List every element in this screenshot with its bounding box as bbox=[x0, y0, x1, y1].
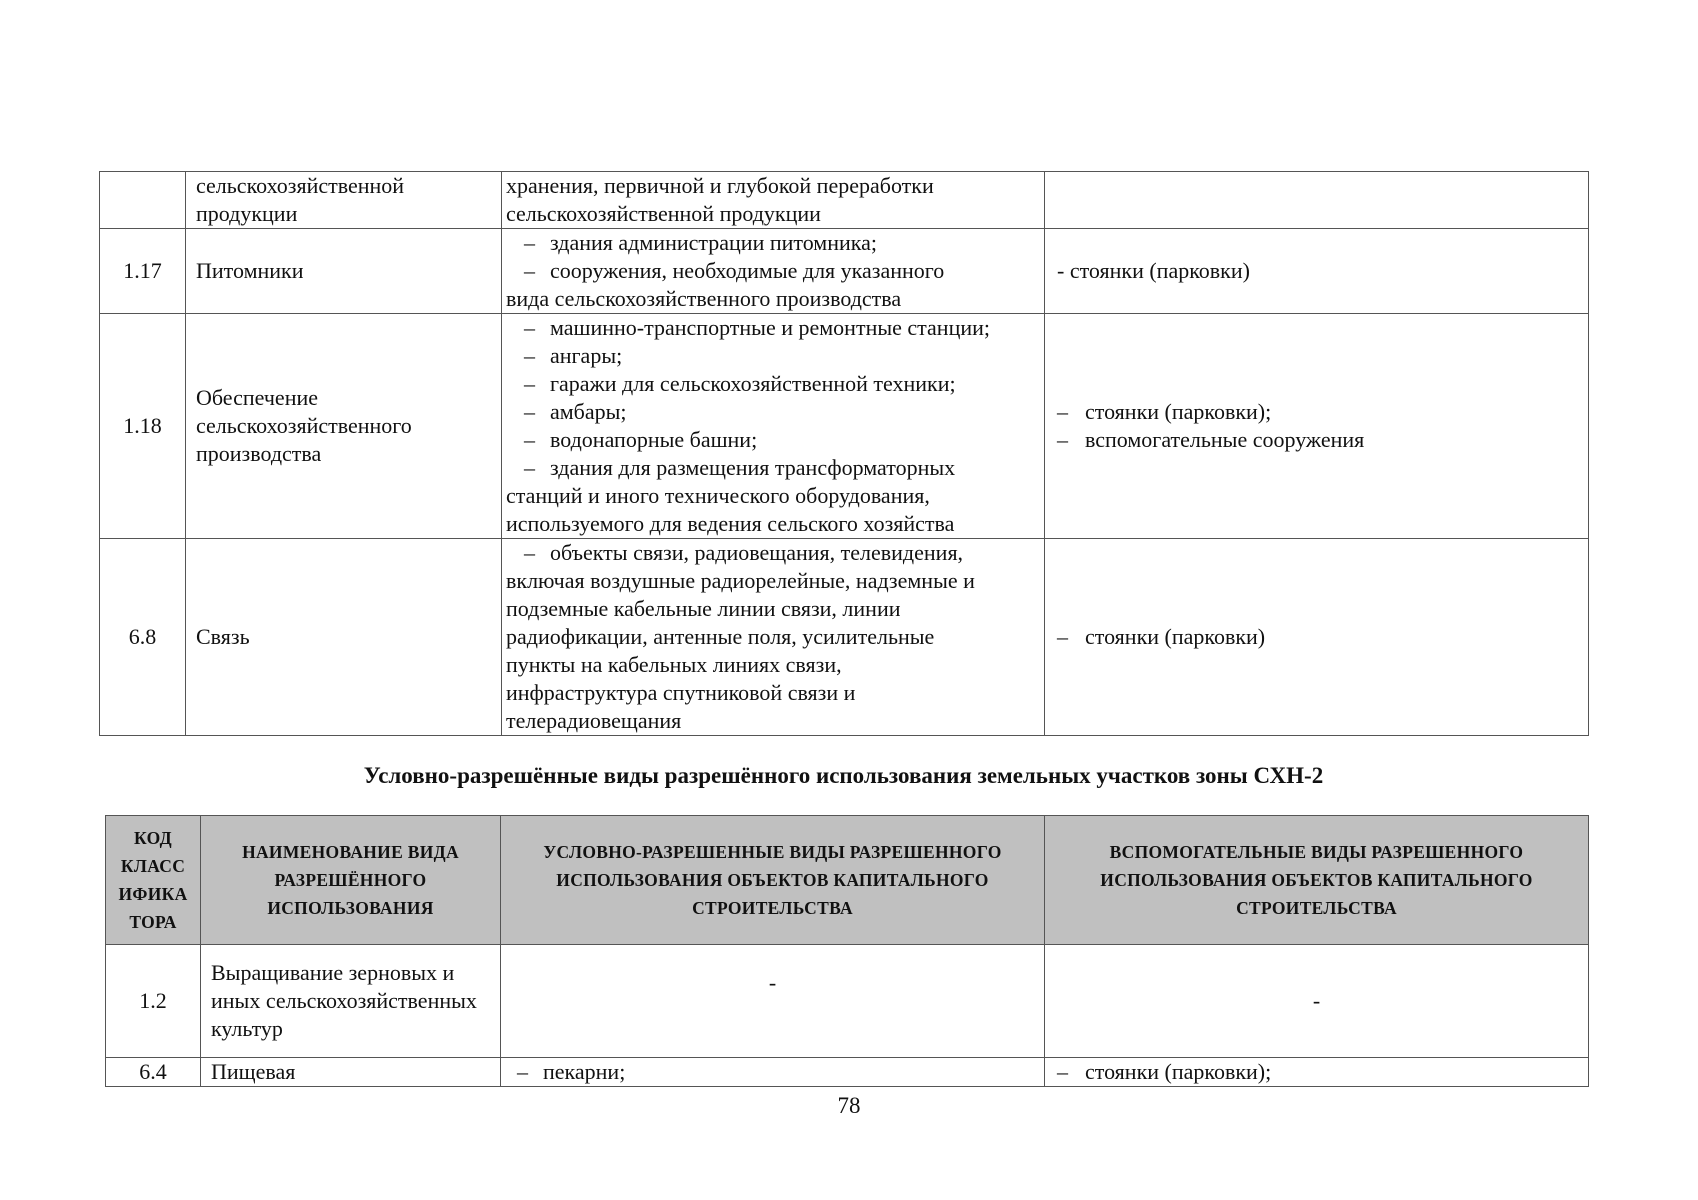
main-uses-cell bbox=[502, 172, 1045, 229]
table-row bbox=[100, 229, 1589, 314]
dash-marker: – bbox=[524, 399, 535, 424]
code-cell: 1.18 bbox=[100, 314, 186, 539]
conditional-land-use-table bbox=[105, 815, 1589, 1087]
list-item: – машинно-транспортные и ремонтные станции; bbox=[524, 315, 991, 340]
text-line: хранения, первичной и глубокой переработки bbox=[506, 173, 934, 198]
column-header-conditional-uses: УСЛОВНО-РАЗРЕШЕННЫЕ ВИДЫ РАЗРЕШЕННОГО ИСПОЛЬЗОВАНИЯ ОБЪЕКТОВ КАПИТАЛЬНОГО СТРОИТЕЛЬСТВА bbox=[501, 816, 1045, 945]
list-item: – амбары; bbox=[524, 399, 627, 424]
column-header-auxiliary-uses: ВСПОМОГАТЕЛЬНЫЕ ВИДЫ РАЗРЕШЕННОГО ИСПОЛЬЗОВАНИЯ ОБЪЕКТОВ КАПИТАЛЬНОГО СТРОИТЕЛЬСТВА bbox=[1045, 816, 1589, 945]
dash-marker: – bbox=[524, 230, 535, 255]
text-line: пункты на кабельных линиях связи, bbox=[506, 652, 842, 677]
main-uses-cell: – пекарни; bbox=[501, 1058, 1045, 1087]
dash-marker: – bbox=[524, 427, 535, 452]
list-item: – объекты связи, радиовещания, телевидения, bbox=[524, 540, 964, 565]
text-line: сельскохозяйственной продукции bbox=[506, 201, 821, 226]
list-item: – вспомогательные сооружения bbox=[1057, 427, 1365, 452]
list-item: – сооружения, необходимые для указанного bbox=[524, 258, 945, 283]
list-item: – водонапорные башни; bbox=[524, 427, 758, 452]
dash-marker: – bbox=[524, 540, 535, 565]
table-row bbox=[100, 172, 1589, 229]
list-item: – здания администрации питомника; bbox=[524, 230, 878, 255]
list-item: – стоянки (парковки); bbox=[1057, 399, 1272, 424]
aux-uses-cell bbox=[1045, 314, 1589, 539]
dash-marker: – bbox=[517, 1059, 528, 1084]
text-line: включая воздушные радиорелейные, надземные и bbox=[506, 568, 975, 593]
name-cell: Пищевая bbox=[201, 1058, 501, 1087]
text-line: станций и иного технического оборудования, bbox=[506, 483, 930, 508]
text-line: телерадиовещания bbox=[506, 708, 682, 733]
code-cell: 1.2 bbox=[106, 945, 201, 1058]
table-row bbox=[100, 314, 1589, 539]
column-header-name: НАИМЕНОВАНИЕ ВИДА РАЗРЕШЁННОГО ИСПОЛЬЗОВАНИЯ bbox=[201, 816, 501, 945]
text-line: вида сельскохозяйственного производства bbox=[506, 286, 902, 311]
aux-uses-cell: – стоянки (парковки); bbox=[1045, 1058, 1589, 1087]
dash-marker: – bbox=[524, 371, 535, 396]
name-cell: Питомники bbox=[186, 229, 502, 314]
code-cell: 6.8 bbox=[100, 539, 186, 736]
code-cell: 1.17 bbox=[100, 229, 186, 314]
aux-uses-cell bbox=[1045, 539, 1589, 736]
table-row bbox=[100, 539, 1589, 736]
aux-uses-cell: - стоянки (парковки) bbox=[1045, 229, 1589, 314]
main-uses-cell bbox=[502, 314, 1045, 539]
table-row bbox=[106, 945, 1589, 1058]
text-line: радиофикации, антенные поля, усилительные bbox=[506, 624, 935, 649]
section-heading: Условно-разрешённые виды разрешённого использования земельных участков зоны СХН-2 bbox=[363, 763, 1324, 788]
name-cell: Обеспечение сельскохозяйственного производства bbox=[186, 314, 502, 539]
dash-marker: – bbox=[524, 343, 535, 368]
dash-marker: – bbox=[524, 455, 535, 480]
table-row bbox=[106, 1058, 1589, 1087]
main-uses-cell bbox=[502, 539, 1045, 736]
list-item: – гаражи для сельскохозяйственной техники; bbox=[524, 371, 956, 396]
list-item: – ангары; bbox=[524, 343, 623, 368]
main-uses-cell bbox=[502, 229, 1045, 314]
table-header-row bbox=[106, 816, 1589, 945]
list-item: – стоянки (парковки) bbox=[1057, 624, 1266, 649]
text-line: инфраструктура спутниковой связи и bbox=[506, 680, 856, 705]
name-cell: Связь bbox=[186, 539, 502, 736]
dash-marker: – bbox=[524, 315, 535, 340]
dash-marker: – bbox=[1057, 427, 1068, 452]
main-uses-cell: - bbox=[501, 945, 1045, 1058]
aux-uses-cell bbox=[1045, 172, 1589, 229]
name-cell: сельскохозяйственной продукции bbox=[186, 172, 502, 229]
text-line: используемого для ведения сельского хозяйства bbox=[506, 511, 955, 536]
name-cell: Выращивание зерновых и иных сельскохозяйственных культур bbox=[201, 945, 501, 1058]
page-number: 78 bbox=[837, 1093, 861, 1118]
column-header-code: КОД КЛАСС ИФИКА ТОРА bbox=[106, 816, 201, 945]
dash-marker: – bbox=[524, 258, 535, 283]
dash-marker: – bbox=[1057, 624, 1068, 649]
continued-land-use-table bbox=[99, 171, 1589, 736]
text-line: подземные кабельные линии связи, линии bbox=[506, 596, 901, 621]
code-cell: 6.4 bbox=[106, 1058, 201, 1087]
code-cell bbox=[100, 172, 186, 229]
aux-uses-cell: - bbox=[1045, 945, 1589, 1058]
dash-marker: – bbox=[1057, 1059, 1068, 1084]
dash-marker: – bbox=[1057, 399, 1068, 424]
list-item: – здания для размещения трансформаторных bbox=[524, 455, 956, 480]
